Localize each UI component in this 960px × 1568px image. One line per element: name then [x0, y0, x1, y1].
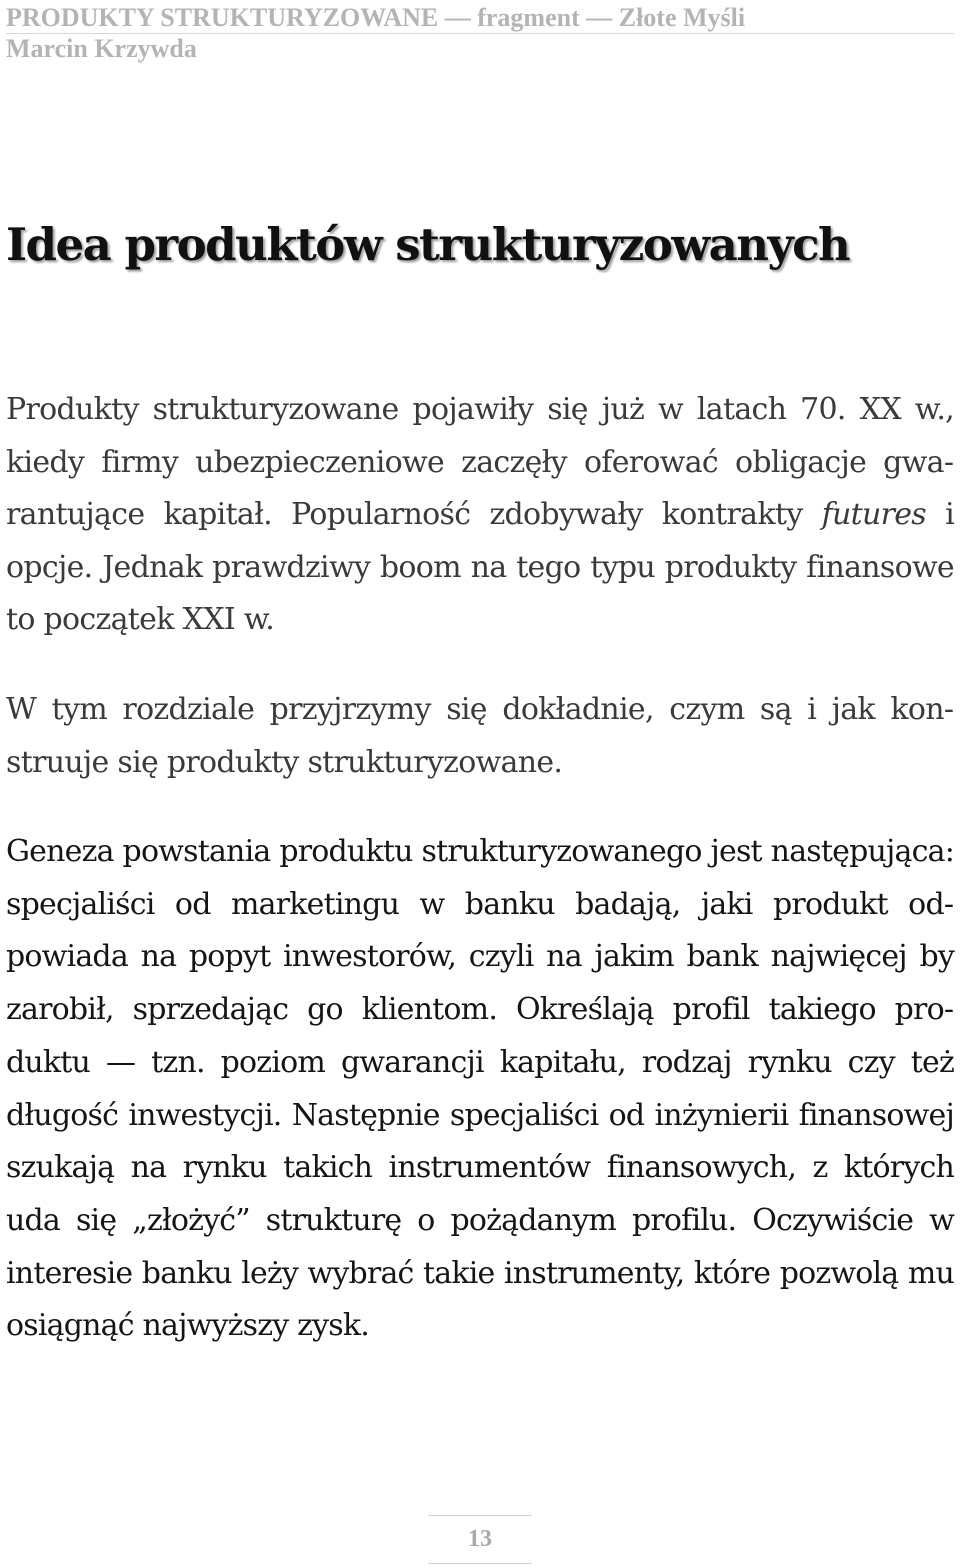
paragraph-chapter-scope: W tym rozdziale przyjrzymy się dokładnie, czym są i jak konstruuje się produkty strukturyzowane.: [6, 692, 954, 780]
paragraph-genesis: Geneza powstania produktu strukturyzowanego jest następująca: specjaliści od marketingu w banku badają, jaki produkt odpowiada na popyt inwestorów, czyli na jakim bank najwięcej by zarobił, sprzedając go klientom. Określają profil takiego produktu — tzn. poziom gwarancji kapitału, rodzaj rynku czy też długość inwestycji. Następnie specjaliści od inżynierii finansowej szukają na rynku takich instrumentów finansowych, z których uda się „złożyć” strukturę o pożądanym profilu. Oczywiście w interesie banku leży wybrać takie instrumenty, które pozwolą mu osiągnąć najwyższy zysk.: [6, 834, 954, 1344]
paragraph-intro: [6, 384, 954, 647]
futures-term: futures: [821, 497, 926, 532]
header-title: PRODUKTY STRUKTURYZOWANE — fragment — Złote Myśli: [6, 3, 746, 32]
header-author: Marcin Krzywda: [6, 34, 197, 63]
page-number-box: [428, 1515, 532, 1564]
chapter-title: Idea produktów strukturyzowanych: [6, 218, 850, 271]
header-rule: [6, 33, 954, 34]
paragraph-intro-text-2: i opcje. Jednak prawdziwy boom na tego typu produkty finansowe to początek XXI w.: [6, 497, 954, 637]
page-number: 13: [468, 1526, 492, 1552]
paragraph-intro-text-1: Produkty strukturyzowane pojawiły się już w latach 70. XX w., kiedy firmy ubezpieczeniowe zaczęły oferować obligacje gwarantujące kapitał. Popularność zdobywały kontrakty: [6, 392, 954, 532]
running-header: [6, 2, 954, 64]
